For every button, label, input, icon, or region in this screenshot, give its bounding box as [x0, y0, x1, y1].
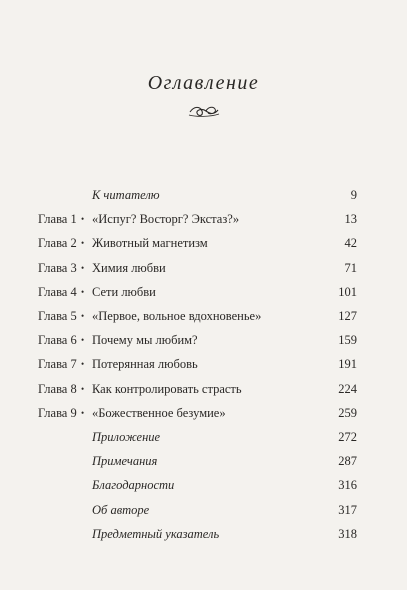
bullet-icon: • [81, 407, 85, 418]
page-number: 71 [344, 260, 357, 275]
page-title: Оглавление [147, 72, 260, 94]
toc-entry [0, 449, 407, 473]
bullet-icon: • [81, 359, 85, 370]
page-number: 9 [350, 188, 357, 202]
toc-entry [0, 352, 407, 376]
toc-entry [0, 280, 407, 304]
bullet-icon: • [81, 262, 85, 273]
bullet-icon: • [81, 214, 85, 225]
page-number: 42 [344, 236, 357, 251]
bullet-icon: • [81, 238, 85, 249]
chapter-number: Глава 3 [38, 260, 77, 275]
toc-entry [0, 401, 407, 425]
entry-title: Приложение [92, 430, 161, 444]
toc-entry [0, 207, 407, 231]
chapter-number: Глава 8 [38, 381, 77, 396]
chapter-number: Глава 2 [38, 236, 77, 251]
decorative-swash-icon [186, 103, 222, 119]
toc-entry [0, 183, 407, 207]
entry-title: «Божественное безумие» [92, 405, 226, 420]
entry-title: «Первое, вольное вдохновенье» [92, 309, 262, 323]
page-number: 127 [338, 309, 357, 323]
page-number: 13 [344, 212, 357, 227]
page-number: 317 [338, 502, 357, 517]
entry-title: Потерянная любовь [92, 357, 198, 372]
entry-title: Сети любви [92, 284, 156, 299]
toc-entry [0, 425, 407, 449]
page-number: 191 [338, 357, 357, 372]
entry-title: Почему мы любим? [92, 333, 198, 348]
page-number: 287 [338, 454, 357, 469]
chapter-number: Глава 9 [38, 405, 77, 420]
entry-title: Предметный указатель [92, 526, 220, 541]
entry-title: Животный магнетизм [92, 236, 208, 251]
page-number: 272 [338, 430, 357, 444]
bullet-icon: • [81, 383, 85, 394]
toc-entry [0, 328, 407, 352]
entry-title: Химия любви [92, 260, 166, 275]
entry-title: Об авторе [92, 502, 150, 517]
bullet-icon: • [81, 335, 85, 346]
toc-entry [0, 498, 407, 522]
toc-entry [0, 256, 407, 280]
chapter-number: Глава 7 [38, 357, 77, 372]
entry-title: Примечания [92, 454, 158, 469]
chapter-number: Глава 6 [38, 333, 77, 348]
page-number: 318 [338, 526, 357, 541]
page-number: 224 [338, 381, 357, 396]
toc-entry [0, 522, 407, 546]
chapter-number: Глава 5 [38, 309, 77, 323]
page-number: 101 [338, 284, 357, 299]
bullet-icon: • [81, 311, 85, 321]
page-number: 159 [338, 333, 357, 348]
toc-entry [0, 304, 407, 328]
toc-entry [0, 377, 407, 401]
entry-title: Как контролировать страсть [92, 381, 242, 396]
toc-entry [0, 473, 407, 497]
chapter-number: Глава 4 [38, 284, 77, 299]
entry-title: Благодарности [92, 478, 175, 493]
entry-title: «Испуг? Восторг? Экстаз?» [92, 212, 240, 227]
entry-title: К читателю [92, 188, 160, 202]
page-number: 259 [338, 405, 357, 420]
chapter-number: Глава 1 [38, 212, 77, 227]
toc-entry [0, 231, 407, 255]
page-number: 316 [338, 478, 357, 493]
bullet-icon: • [81, 286, 85, 297]
